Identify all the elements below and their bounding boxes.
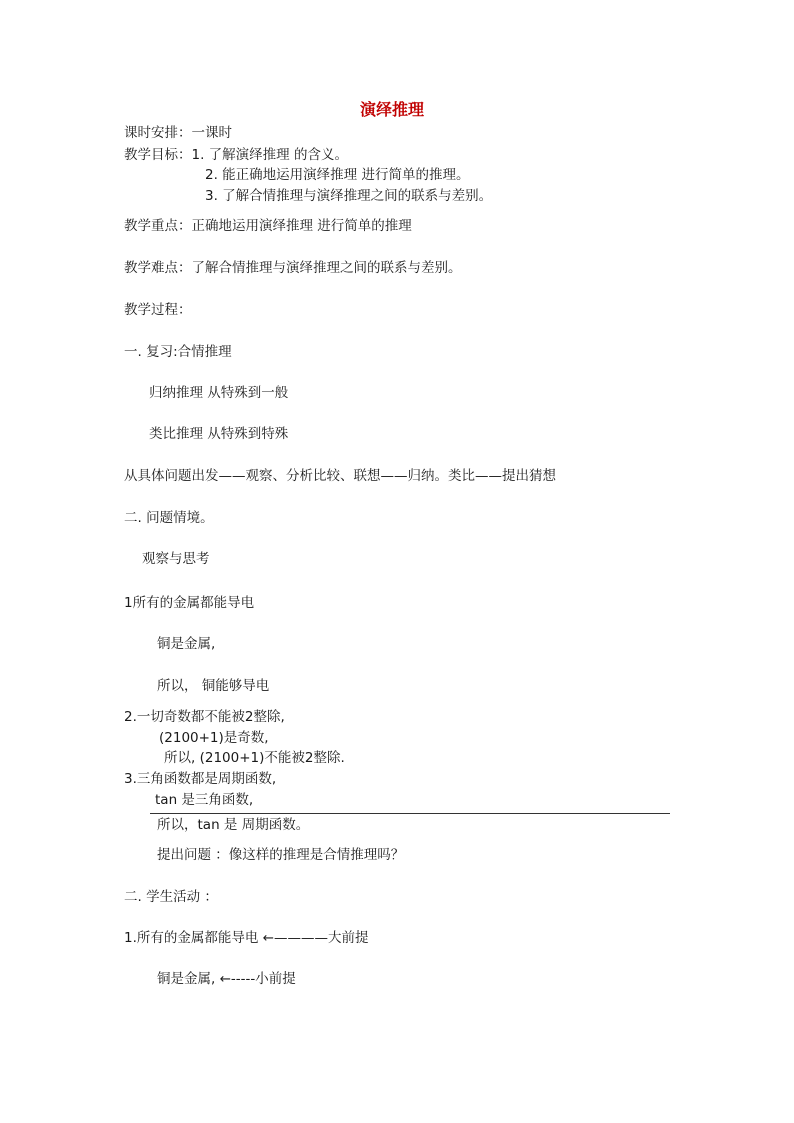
example-2-premise: 2.一切奇数都不能被2整除, [124,709,285,725]
activity-minor-premise: 铜是金属, ←-----小前提 [157,971,296,987]
section-1-heading: 一. 复习:合情推理 [124,344,232,360]
goals-line-3: 3. 了解合情推理与演绎推理之间的联系与差别。 [205,188,493,204]
focus-line: 教学重点：正确地运用演绎推理 进行简单的推理 [124,218,412,234]
example-1-minor: 铜是金属, [157,636,216,652]
schedule-line: 课时安排：一课时 [124,125,232,141]
question-line: 提出问题 ：像这样的推理是合情推理吗？ [157,847,405,863]
goals-line-1: 教学目标：1. 了解演绎推理 的含义。 [124,147,348,163]
horizontal-rule [150,813,670,814]
example-1-premise: 1所有的金属都能导电 [124,595,255,611]
summary-line: 从具体问题出发——观察、分析比较、联想——归纳。类比——提出猜想 [124,468,556,484]
difficulty-line: 教学难点：了解合情推理与演绎推理之间的联系与差别。 [124,260,462,276]
example-1-conclusion: 所以， 铜能够导电 [157,678,270,694]
example-3-conclusion: 所以，tan 是 周期函数。 [157,817,310,833]
observe-heading: 观察与思考 [142,551,210,567]
example-2-minor: (2100+1)是奇数, [159,730,269,746]
example-3-minor: tan 是三角函数, [155,792,254,808]
example-3-premise: 3.三角函数都是周期函数, [124,771,277,787]
page-title: 演绎推理 [360,100,425,119]
section-3-heading: 二. 学生活动 ： [124,889,218,905]
example-2-conclusion: 所以, (2100+1)不能被2整除. [164,750,345,766]
process-heading: 教学过程： [124,302,192,318]
activity-major-premise: 1.所有的金属都能导电 ←————大前提 [124,930,369,946]
section-2-heading: 二. 问题情境。 [124,510,214,526]
analogy-line: 类比推理 从特殊到特殊 [149,426,289,442]
goals-line-2: 2. 能正确地运用演绎推理 进行简单的推理。 [205,167,470,183]
induction-line: 归纳推理 从特殊到一般 [149,385,289,401]
